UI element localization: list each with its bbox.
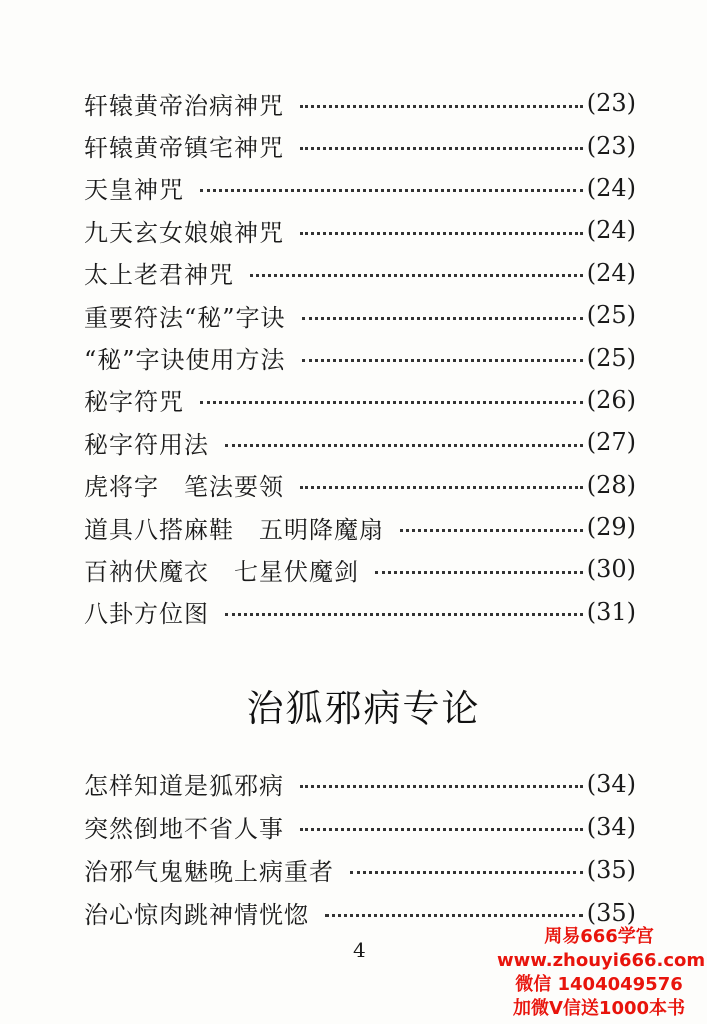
toc-entry[interactable] xyxy=(84,336,636,378)
toc-section-1 xyxy=(84,82,636,633)
toc-entry[interactable] xyxy=(84,167,636,209)
toc-entry-title: 天皇神咒 xyxy=(84,176,184,205)
section-heading: 治狐邪病专论 xyxy=(246,687,481,730)
toc-entry-title: 虎将字 笔法要领 xyxy=(84,473,284,502)
toc-entry[interactable] xyxy=(84,762,636,805)
toc-entry[interactable] xyxy=(84,379,636,421)
dot-leader xyxy=(302,317,583,320)
toc-entry[interactable] xyxy=(84,591,636,633)
toc-entry-page: (31) xyxy=(586,597,636,626)
toc-entry[interactable] xyxy=(84,464,636,506)
toc-entry-title: 轩辕黄帝治病神咒 xyxy=(84,91,284,120)
dot-leader xyxy=(200,189,583,192)
watermark-line: 微信 1404049576 xyxy=(515,974,683,995)
toc-entry-title: 百衲伏魔衣 七星伏魔剑 xyxy=(84,557,359,586)
toc-entry-page: (24) xyxy=(586,216,636,245)
dot-leader xyxy=(300,785,583,788)
toc-entry[interactable] xyxy=(84,805,636,848)
watermark-line: www.zhouyi666.com xyxy=(497,950,706,971)
toc-entry-page: (28) xyxy=(586,470,636,499)
toc-entry-page: (25) xyxy=(586,301,636,330)
toc-entry[interactable] xyxy=(84,252,636,294)
toc-entry-title: 秘字符咒 xyxy=(84,388,184,417)
dot-leader xyxy=(375,571,583,574)
toc-entry-title: 轩辕黄帝镇宅神咒 xyxy=(84,134,284,163)
dot-leader xyxy=(200,401,583,404)
watermark-line: 加微V信送1000本书 xyxy=(512,998,686,1019)
toc-entry-title: 秘字符用法 xyxy=(84,430,209,459)
dot-leader xyxy=(350,871,583,874)
toc-entry-title: 怎样知道是狐邪病 xyxy=(84,772,284,800)
toc-entry[interactable] xyxy=(84,848,636,891)
toc-entry-title: 治心惊肉跳神情恍惚 xyxy=(84,901,309,929)
toc-entry-page: (24) xyxy=(586,258,636,287)
toc-entry-page: (23) xyxy=(586,131,636,160)
toc-entry-title: 八卦方位图 xyxy=(84,600,209,629)
toc-entry[interactable] xyxy=(84,124,636,166)
toc-entry-page: (24) xyxy=(586,173,636,202)
toc-section-2 xyxy=(84,762,636,934)
dot-leader xyxy=(250,274,583,277)
dot-leader xyxy=(300,105,583,108)
dot-leader xyxy=(400,529,583,532)
dot-leader xyxy=(225,613,583,616)
toc-entry-title: 重要符法“秘”字诀 xyxy=(84,303,286,332)
toc-entry-title: 治邪气鬼魅晚上病重者 xyxy=(84,858,334,886)
toc-entry-title: “秘”字诀使用方法 xyxy=(84,346,286,375)
toc-entry-page: (35) xyxy=(586,855,636,884)
toc-entry[interactable] xyxy=(84,294,636,336)
toc-entry-page: (35) xyxy=(586,898,636,927)
dot-leader xyxy=(300,232,583,235)
toc-entry-title: 太上老君神咒 xyxy=(84,261,234,290)
toc-entry[interactable] xyxy=(84,548,636,590)
toc-entry-page: (34) xyxy=(586,812,636,841)
dot-leader xyxy=(325,914,583,917)
toc-entry-title: 突然倒地不省人事 xyxy=(84,815,284,843)
toc-entry-title: 九天玄女娘娘神咒 xyxy=(84,218,284,247)
toc-entry-page: (34) xyxy=(586,769,636,798)
toc-entry-page: (29) xyxy=(586,513,636,542)
toc-entry-page: (26) xyxy=(586,385,636,414)
dot-leader xyxy=(300,828,583,831)
watermark xyxy=(497,925,706,1021)
toc-entry[interactable] xyxy=(84,506,636,548)
dot-leader xyxy=(225,444,583,447)
page-number: 4 xyxy=(353,938,366,962)
watermark-line: 周易666学宫 xyxy=(544,926,654,947)
toc-entry-page: (30) xyxy=(586,555,636,584)
toc-entry[interactable] xyxy=(84,421,636,463)
dot-leader xyxy=(300,486,583,489)
toc-entry-page: (23) xyxy=(586,89,636,118)
toc-entry-page: (25) xyxy=(586,343,636,372)
toc-entry-page: (27) xyxy=(586,428,636,457)
toc-entry[interactable] xyxy=(84,209,636,251)
dot-leader xyxy=(302,359,583,362)
toc-entry[interactable] xyxy=(84,82,636,124)
toc-entry-title: 道具八搭麻鞋 五明降魔扇 xyxy=(84,515,384,544)
dot-leader xyxy=(300,147,583,150)
